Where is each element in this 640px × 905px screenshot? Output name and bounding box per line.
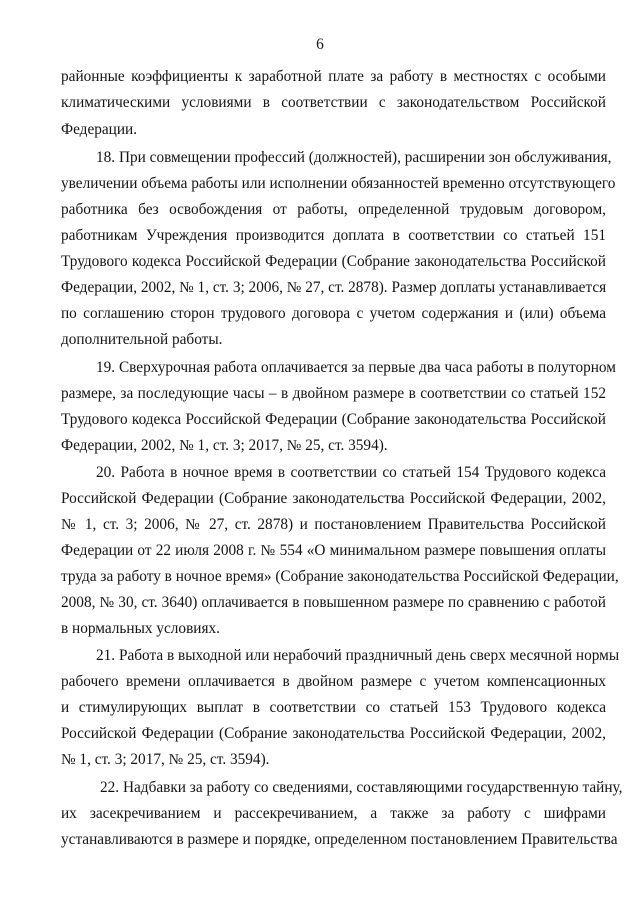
text-line: Федерации, 2002, № 1, ст. 3; 2006, № 27, ст. 2878). Размер доплаты устанавливается [61,279,607,296]
text-line: 2008, № 30, ст. 3640) оплачивается в повышенном размере по сравнению с работой [61,594,606,611]
text-line: по соглашению сторон трудового договора с учетом содержания и (или) объема [61,305,606,322]
text-line: их засекречиванием и рассекречиванием, а также за работу с шифрами [61,805,606,822]
text-line: Российской Федерации (Собрание законодательства Российской Федерации, 2002, [61,490,606,507]
text-line: Трудового кодекса Российской Федерации (Собрание законодательства Российской [61,253,606,270]
text-line: увеличении объема работы или исполнении обязанностей временно отсутствующего [61,175,616,192]
paragraph-19-first-line: 19. Сверхурочная работа оплачивается за первые два часа работы в полуторном [96,359,616,376]
text-line: Российской Федерации (Собрание законодательства Российской Федерации, 2002, [61,725,606,742]
text-line: Федерации, 2002, № 1, ст. 3; 2017, № 25, ст. 3594). [61,437,388,454]
text-line: районные коэффициенты к заработной плате за работу в местностях с особыми [61,68,606,85]
text-line: Федерации. [61,121,138,138]
text-line: работникам Учреждения производится доплата в соответствии со статьей 151 [61,227,606,244]
text-line: устанавливаются в размере и порядке, определенном постановлением Правительства [61,831,618,848]
text-line: Федерации от 22 июля 2008 г. № 554 «О минимальном размере повышения оплаты [61,542,606,559]
text-line: работника без освобождения от работы, определенной трудовым договором, [61,201,606,218]
paragraph-21-first-line: 21. Работа в выходной или нерабочий праздничный день сверх месячной нормы [96,647,620,664]
text-line: рабочего времени оплачивается в двойном размере с учетом компенсационных [61,673,606,690]
paragraph-20-first-line: 20. Работа в ночное время в соответствии со статьей 154 Трудового кодекса [96,464,606,481]
text-line: климатическими условиями в соответствии с законодательством Российской [61,94,606,111]
text-line: № 1, ст. 3; 2006, № 27, ст. 2878) и постановлением Правительства Российской [61,516,606,533]
text-line: и стимулирующих выплат в соответствии со статьей 153 Трудового кодекса [61,699,606,716]
text-line: № 1, ст. 3; 2017, № 25, ст. 3594). [61,751,270,768]
text-line: Трудового кодекса Российской Федерации (Собрание законодательства Российской [61,411,606,428]
paragraph-22-first-line: 22. Надбавки за работу со сведениями, составляющими государственную тайну, [100,779,623,796]
paragraph-18-first-line: 18. При совмещении профессий (должностей), расширении зон обслуживания, [96,149,612,166]
text-line: в нормальных условиях. [61,620,220,637]
text-line: дополнительной работы. [61,331,223,348]
text-line: размере, за последующие часы – в двойном размере в соответствии со статьей 152 [61,385,606,402]
text-line: труда за работу в ночное время» (Собрание законодательства Российской Федерации, [61,568,619,585]
page-number: 6 [316,36,324,53]
